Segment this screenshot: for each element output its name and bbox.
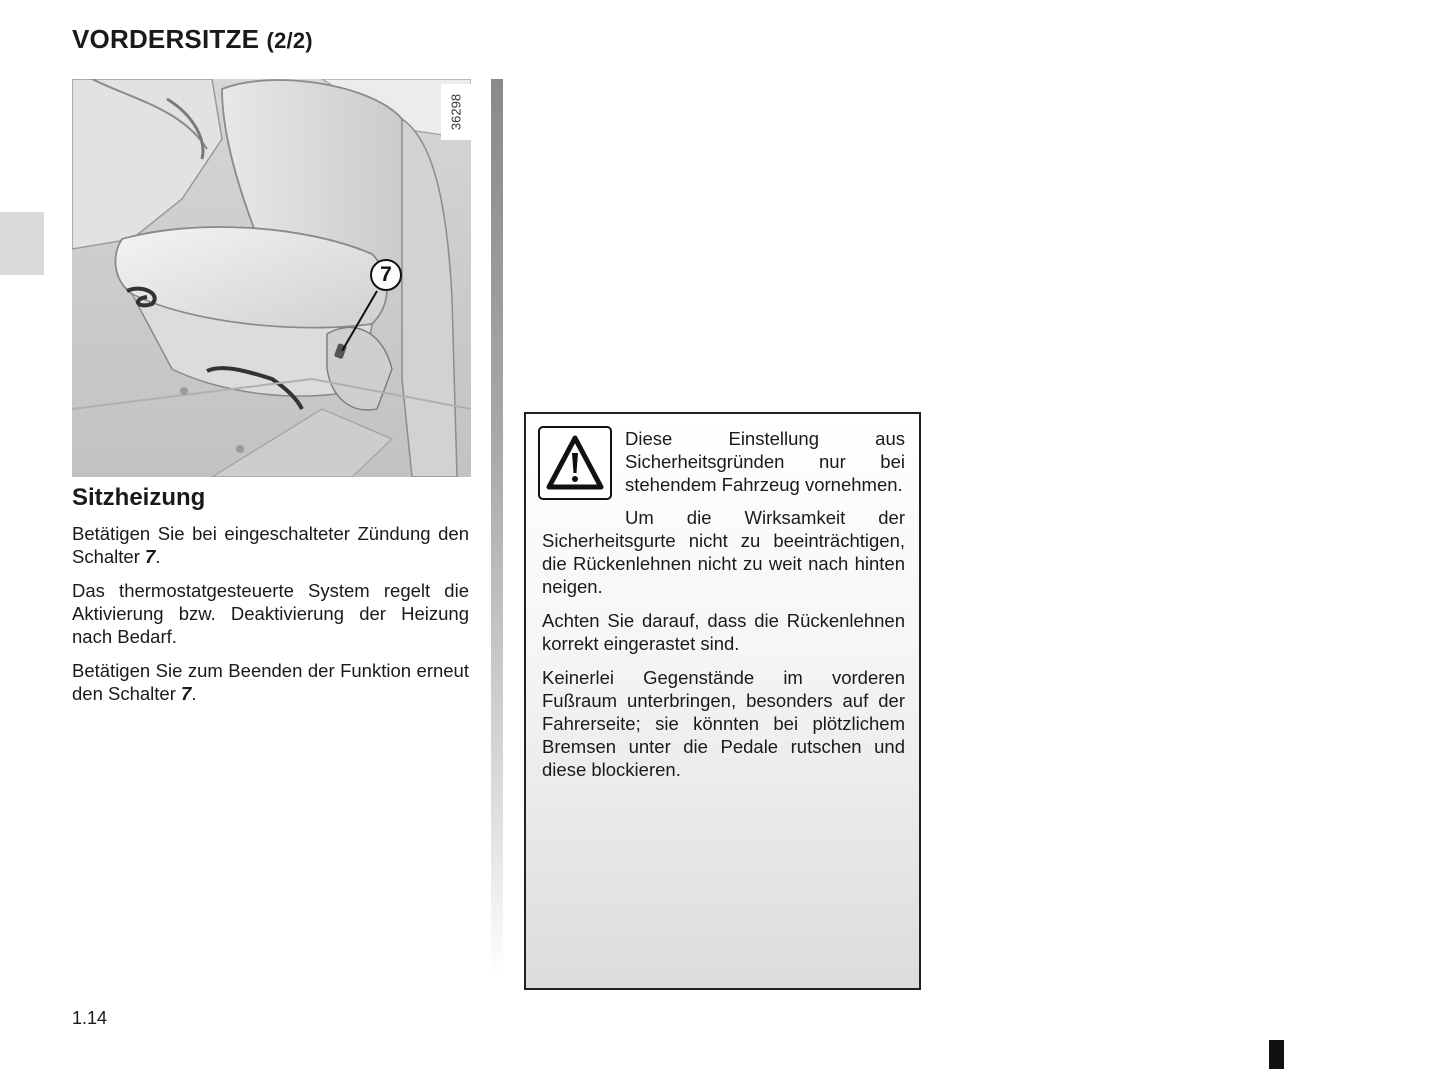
paragraph bbox=[72, 659, 469, 705]
warning-paragraph: Um die Wirksamkeit der Sicherheitsgurte nicht zu beeinträchtigen, die Rückenlehnen nicht zu weit nach hinten neigen. bbox=[542, 507, 905, 597]
switch-reference: 7 bbox=[145, 546, 156, 567]
page-title bbox=[72, 24, 313, 55]
paragraph bbox=[72, 522, 469, 568]
thumb-index-mark bbox=[1269, 1040, 1284, 1069]
page-title-text: VORDERSITZE bbox=[72, 24, 260, 54]
section-heading: Sitzheizung bbox=[72, 484, 206, 511]
warning-paragraph: Diese Einstellung aus Sicherheitsgründen nur bei stehendem Fahrzeug vornehmen. bbox=[625, 428, 905, 495]
page-title-suffix: (2/2) bbox=[266, 28, 313, 53]
section-tab bbox=[0, 212, 44, 275]
warning-text bbox=[542, 427, 905, 792]
warning-paragraph: Achten Sie darauf, dass die Rückenlehnen korrekt eingerastet sind. bbox=[542, 610, 905, 654]
page-number: 1.14 bbox=[72, 1008, 108, 1028]
paragraph-text: . bbox=[191, 683, 197, 704]
warning-paragraph: Keinerlei Gegenstände im vorderen Fußraum unterbringen, besonders auf der Fahrerseite; sie könnten bei plötzlichem Bremsen unter die Pedale rutschen und diese blockieren. bbox=[542, 667, 905, 780]
paragraph-text: . bbox=[155, 546, 161, 567]
paragraph: Das thermostatgesteuerte System regelt die Aktivierung bzw. Deaktivierung der Heizung nach Bedarf. bbox=[72, 580, 469, 647]
figure-code bbox=[441, 84, 471, 140]
switch-reference: 7 bbox=[181, 683, 192, 704]
paragraph-text: Betätigen Sie zum Beenden der Funktion erneut den Schalter bbox=[72, 660, 469, 704]
paragraph-text: Betätigen Sie bei eingeschalteter Zündung den Schalter bbox=[72, 523, 469, 567]
section-body bbox=[72, 522, 469, 716]
column-divider bbox=[491, 79, 503, 979]
callout-label: 7 bbox=[380, 263, 392, 286]
warning-box bbox=[524, 412, 921, 990]
figure-code-text: 36298 bbox=[448, 93, 464, 131]
seat-illustration bbox=[72, 79, 471, 477]
